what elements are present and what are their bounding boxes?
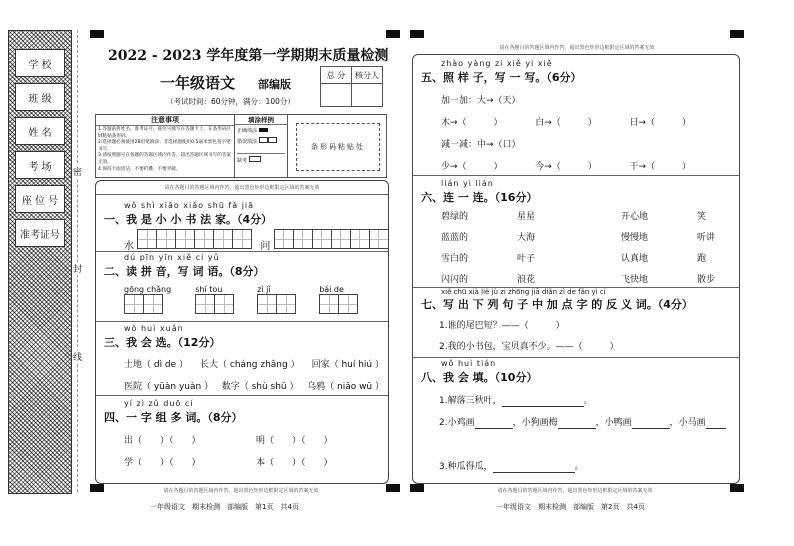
answer-blank[interactable] (558, 418, 596, 429)
q8-item: 3.种瓜得瓜， (439, 462, 493, 472)
name-field[interactable]: 姓 名 (15, 117, 65, 145)
notice-line: 1.答题前将姓名、准考证号、座位号填写在答题卡上，在条形码区域粘贴条形码。 (98, 127, 232, 139)
q6-word[interactable]: 闪闪的 (441, 275, 469, 285)
q3-item[interactable]: 土地（ dì de ） (124, 360, 189, 370)
q6-word[interactable]: 碧绿的 (441, 212, 469, 222)
q1-char: 水 (124, 241, 134, 252)
q2-word-pinyin: zì jǐ (257, 285, 271, 294)
q3-title: 三、我 会 选。（12分） (104, 336, 221, 349)
q8-item: 2.小鸡画 (439, 418, 475, 428)
q3-pinyin: wǒ huì xuǎn (124, 324, 184, 333)
absent-checkbox[interactable] (249, 156, 261, 162)
area-note: 请在各题目的答题区域内作答，超出黑色矩形边框限定区域的答案无效 (497, 488, 653, 494)
q5-item[interactable]: 干→（ ） (629, 162, 691, 172)
footer-left: 一年级语文 期末检测 部编版 第1页 共4页 (150, 503, 299, 511)
q6-word[interactable]: 认真地 (621, 254, 649, 264)
q2-pinyin: dú pīn yīn xiě cí yǔ (124, 253, 220, 262)
writing-cell[interactable] (156, 229, 176, 249)
corner-marker (386, 30, 400, 38)
q6-word[interactable]: 散步 (697, 275, 716, 285)
writing-cell[interactable] (213, 229, 233, 249)
answer-panel-right: zhào yàng zi xiě yi xiě 五、照 样 子，写 一 写。（6分） 加一加：大→（天） 木→（ ） 白→（ ） 日→（ ） 减一减：中→（口） 少→（ ） 今→（ ） 干→（ ） lián yi lián 六、连 一 连。（16分） 碧绿的 蓝蓝的 雪白的 闪闪的 星星 大海 叶子 浪花 开心地 慢慢地 认真地 飞快地 笑 听讲 跑 散步 xiě chū xià liè jù zi zhōng jiā diǎn zì de fǎn yì cí 七、写 出 下 列 句 子 中 加 点 字 的 反 义 词。（4分） 1.谁的尾巴短？——（ ） 2.我的小书包，宝贝真不少。——（ ） wǒ huì tián 八、我 会 填。（10分） 1.解落三秋叶， 。 2.小鸡画 ，小狗画梅 ，小鸭画 ，小马画 3.种瓜得瓜， 。 (412, 54, 740, 484)
admission-number-field[interactable]: 准考证号 (15, 219, 65, 247)
q6-word[interactable]: 听讲 (697, 233, 716, 243)
seal-char: 封 (73, 262, 82, 275)
q6-word[interactable]: 开心地 (621, 212, 649, 222)
q6-word[interactable]: 慢慢地 (621, 233, 649, 243)
notice-line: 2.选择题必须使用2B铅笔填涂；非选择题使用0.5毫米黑色签字笔书写。 (98, 140, 231, 152)
answer-blank[interactable] (502, 396, 584, 407)
corner-marker (90, 30, 104, 38)
exam-room-field[interactable]: 考 场 (15, 151, 65, 179)
writing-cell[interactable] (143, 294, 163, 314)
q4-title: 四、一 字 组 多 词。（8分） (104, 411, 243, 424)
q6-word[interactable]: 浪花 (517, 275, 536, 285)
q6-word[interactable]: 跑 (697, 254, 707, 264)
q5-item[interactable]: 日→（ ） (629, 118, 691, 128)
barcode-area: 条形码粘贴处 (296, 123, 380, 171)
q6-pinyin: lián yi lián (441, 179, 494, 188)
writing-cell[interactable] (232, 229, 252, 249)
notice-title: 注意事项 (96, 115, 234, 126)
binding-strip (8, 30, 72, 494)
answer-blank[interactable] (706, 418, 726, 429)
q2-word-pinyin: shí tou (195, 285, 223, 294)
writing-cell[interactable] (214, 294, 234, 314)
total-score-cell[interactable] (321, 84, 352, 107)
writing-cell[interactable] (293, 229, 313, 249)
writing-cell[interactable] (257, 294, 277, 314)
writing-cell[interactable] (195, 294, 215, 314)
q5-item[interactable]: 今→（ ） (535, 162, 597, 172)
q7-title: 七、写 出 下 列 句 子 中 加 点 字 的 反 义 词。（4分） (421, 298, 693, 311)
area-note: 请在各题目的答题区域内作答，超出黑色矩形边框限定区域的答案无效 (499, 45, 655, 51)
writing-cell[interactable] (319, 294, 339, 314)
q6-word[interactable]: 叶子 (517, 254, 536, 264)
q6-word[interactable]: 笑 (697, 212, 707, 222)
writing-cell[interactable] (124, 294, 144, 314)
notice-line: 4.保持卡面清洁，不要折叠、不要弄破。 (98, 166, 181, 172)
q6-word[interactable]: 蓝蓝的 (441, 233, 469, 243)
q8-item: ，小狗画梅 (512, 418, 558, 428)
writing-cell[interactable] (274, 229, 294, 249)
notice-box (95, 114, 387, 178)
q1-title: 一、我 是 小 小 书 法 家。（4分） (104, 213, 273, 226)
answer-blank[interactable] (493, 462, 575, 473)
q2-word-pinyin: bái de (319, 285, 344, 294)
q5-item[interactable]: 木→（ ） (441, 118, 503, 128)
area-note: 请在各题目的答题区域内作答，超出黑色矩形边框限定区域的答案无效 (163, 488, 319, 494)
q6-word[interactable]: 雪白的 (441, 254, 469, 264)
checker-cell[interactable] (352, 84, 383, 107)
writing-cell[interactable] (331, 229, 351, 249)
writing-cell[interactable] (350, 229, 370, 249)
writing-cell[interactable] (137, 229, 157, 249)
class-field[interactable]: 班 级 (15, 83, 65, 111)
writing-cell[interactable] (338, 294, 358, 314)
q5-example: 加一加：大→（天） (441, 96, 521, 106)
q7-item[interactable]: 2.我的小书包，宝贝真不少。——（ ） (439, 342, 619, 352)
q6-word[interactable]: 大海 (517, 233, 536, 243)
writing-cell[interactable] (312, 229, 332, 249)
score-table: 总 分 核分人 (320, 66, 383, 107)
q5-item[interactable]: 少→（ ） (441, 162, 503, 172)
seal-char: 密 (73, 165, 82, 178)
q3-item[interactable]: 数字（ shù shǔ ） (221, 382, 299, 392)
answer-panel-left (95, 180, 389, 484)
correct-fill-label: 正确填涂 (237, 128, 258, 134)
subject-title: 一年级语文 (160, 74, 236, 92)
q5-item[interactable]: 白→（ ） (535, 118, 597, 128)
q6-word[interactable]: 飞快地 (621, 275, 649, 285)
q5-pinyin: zhào yàng zi xiě yi xiě (441, 59, 553, 68)
corner-marker (410, 30, 424, 38)
corner-marker (386, 484, 400, 492)
wrong-sample (259, 137, 268, 143)
q4-item[interactable]: 出（ ）（ ） (124, 436, 201, 446)
q7-pinyin: xiě chū xià liè jù zi zhōng jiā diǎn zì de fǎn yì cí (441, 288, 606, 296)
q6-title: 六、连 一 连。（16分） (421, 191, 538, 204)
exam-info: （考试时间：60分钟，满分：100分） (166, 97, 295, 106)
corner-marker (730, 30, 744, 38)
footer-right: 一年级语文 期末检测 部编版 第2页 共4页 (496, 503, 645, 511)
q8-pinyin: wǒ huì tián (441, 359, 497, 368)
q3-item[interactable]: 回家（ huí hiú ） (311, 360, 384, 370)
seat-number-field[interactable]: 座 位 号 (15, 185, 65, 213)
q1-char-row (124, 229, 388, 252)
q4-item[interactable]: 本（ ）（ ） (256, 458, 333, 468)
writing-cell[interactable] (276, 294, 296, 314)
wrong-fill-label: 错误填涂 (237, 139, 258, 145)
q6-word[interactable]: 星星 (517, 212, 536, 222)
q1-pinyin: wǒ shì xiǎo xiǎo shū fǎ jiā (124, 201, 255, 210)
edition-label: 部编版 (258, 78, 291, 91)
q3-item[interactable]: 长大（ cháng zhǎng ） (200, 360, 300, 370)
q2-title: 二、读 拼 音，写 词 语。（8分） (104, 265, 265, 278)
absent-label: 缺考 (237, 158, 248, 164)
area-note: 请在各题目的答题区域内作答，超出黑色矩形边框限定区域的答案无效 (164, 185, 320, 191)
writing-cell[interactable] (369, 229, 389, 249)
q5-title: 五、照 样 子，写 一 写。（6分） (421, 71, 582, 84)
filled-sample (259, 128, 268, 132)
q5-example: 减一减：中→（口） (441, 140, 521, 150)
q6-col2 (517, 207, 535, 291)
school-field[interactable]: 学 校 (15, 49, 65, 77)
seal-line (77, 30, 78, 492)
q8-item: 1.解落三秋叶， (439, 396, 502, 406)
exam-title: 2022 - 2023 学年度第一学期期末质量检测 (108, 48, 389, 64)
q3-item[interactable]: 医院（ yüàn yuàn ） (124, 382, 214, 392)
q8-title: 八、我 会 填。（10分） (421, 371, 538, 384)
answer-blank[interactable] (475, 418, 513, 429)
wrong-sample (268, 137, 277, 143)
fill-sample-title: 填涂样例 (235, 115, 287, 125)
writing-cell[interactable] (194, 229, 214, 249)
answer-blank[interactable] (632, 418, 670, 429)
q8-item: ，小鸭画 (595, 418, 632, 428)
notice-line: 3.请按照题号在各题的答题区域内作答，超出答题区域书写的答案无效。 (98, 153, 232, 165)
q4-item[interactable]: 明（ ）（ ） (256, 436, 333, 446)
q6-col1 (441, 207, 468, 291)
q4-item[interactable]: 学（ ）（ ） (124, 458, 201, 468)
writing-cell[interactable] (175, 229, 195, 249)
q4-pinyin: yí zì zǔ duō cí (124, 399, 194, 408)
q6-col3 (621, 207, 648, 291)
q8-item: ，小马画 (669, 418, 706, 428)
q3-item[interactable]: 乌鸦（ niǎo wū ） (307, 382, 384, 392)
seal-char: 线 (73, 350, 82, 363)
q7-item[interactable]: 1.谁的尾巴短？——（ ） (439, 321, 565, 331)
q1-char: 问 (260, 241, 271, 252)
q6-col4 (697, 207, 715, 291)
q2-word-pinyin: gōng chǎng (124, 285, 172, 294)
